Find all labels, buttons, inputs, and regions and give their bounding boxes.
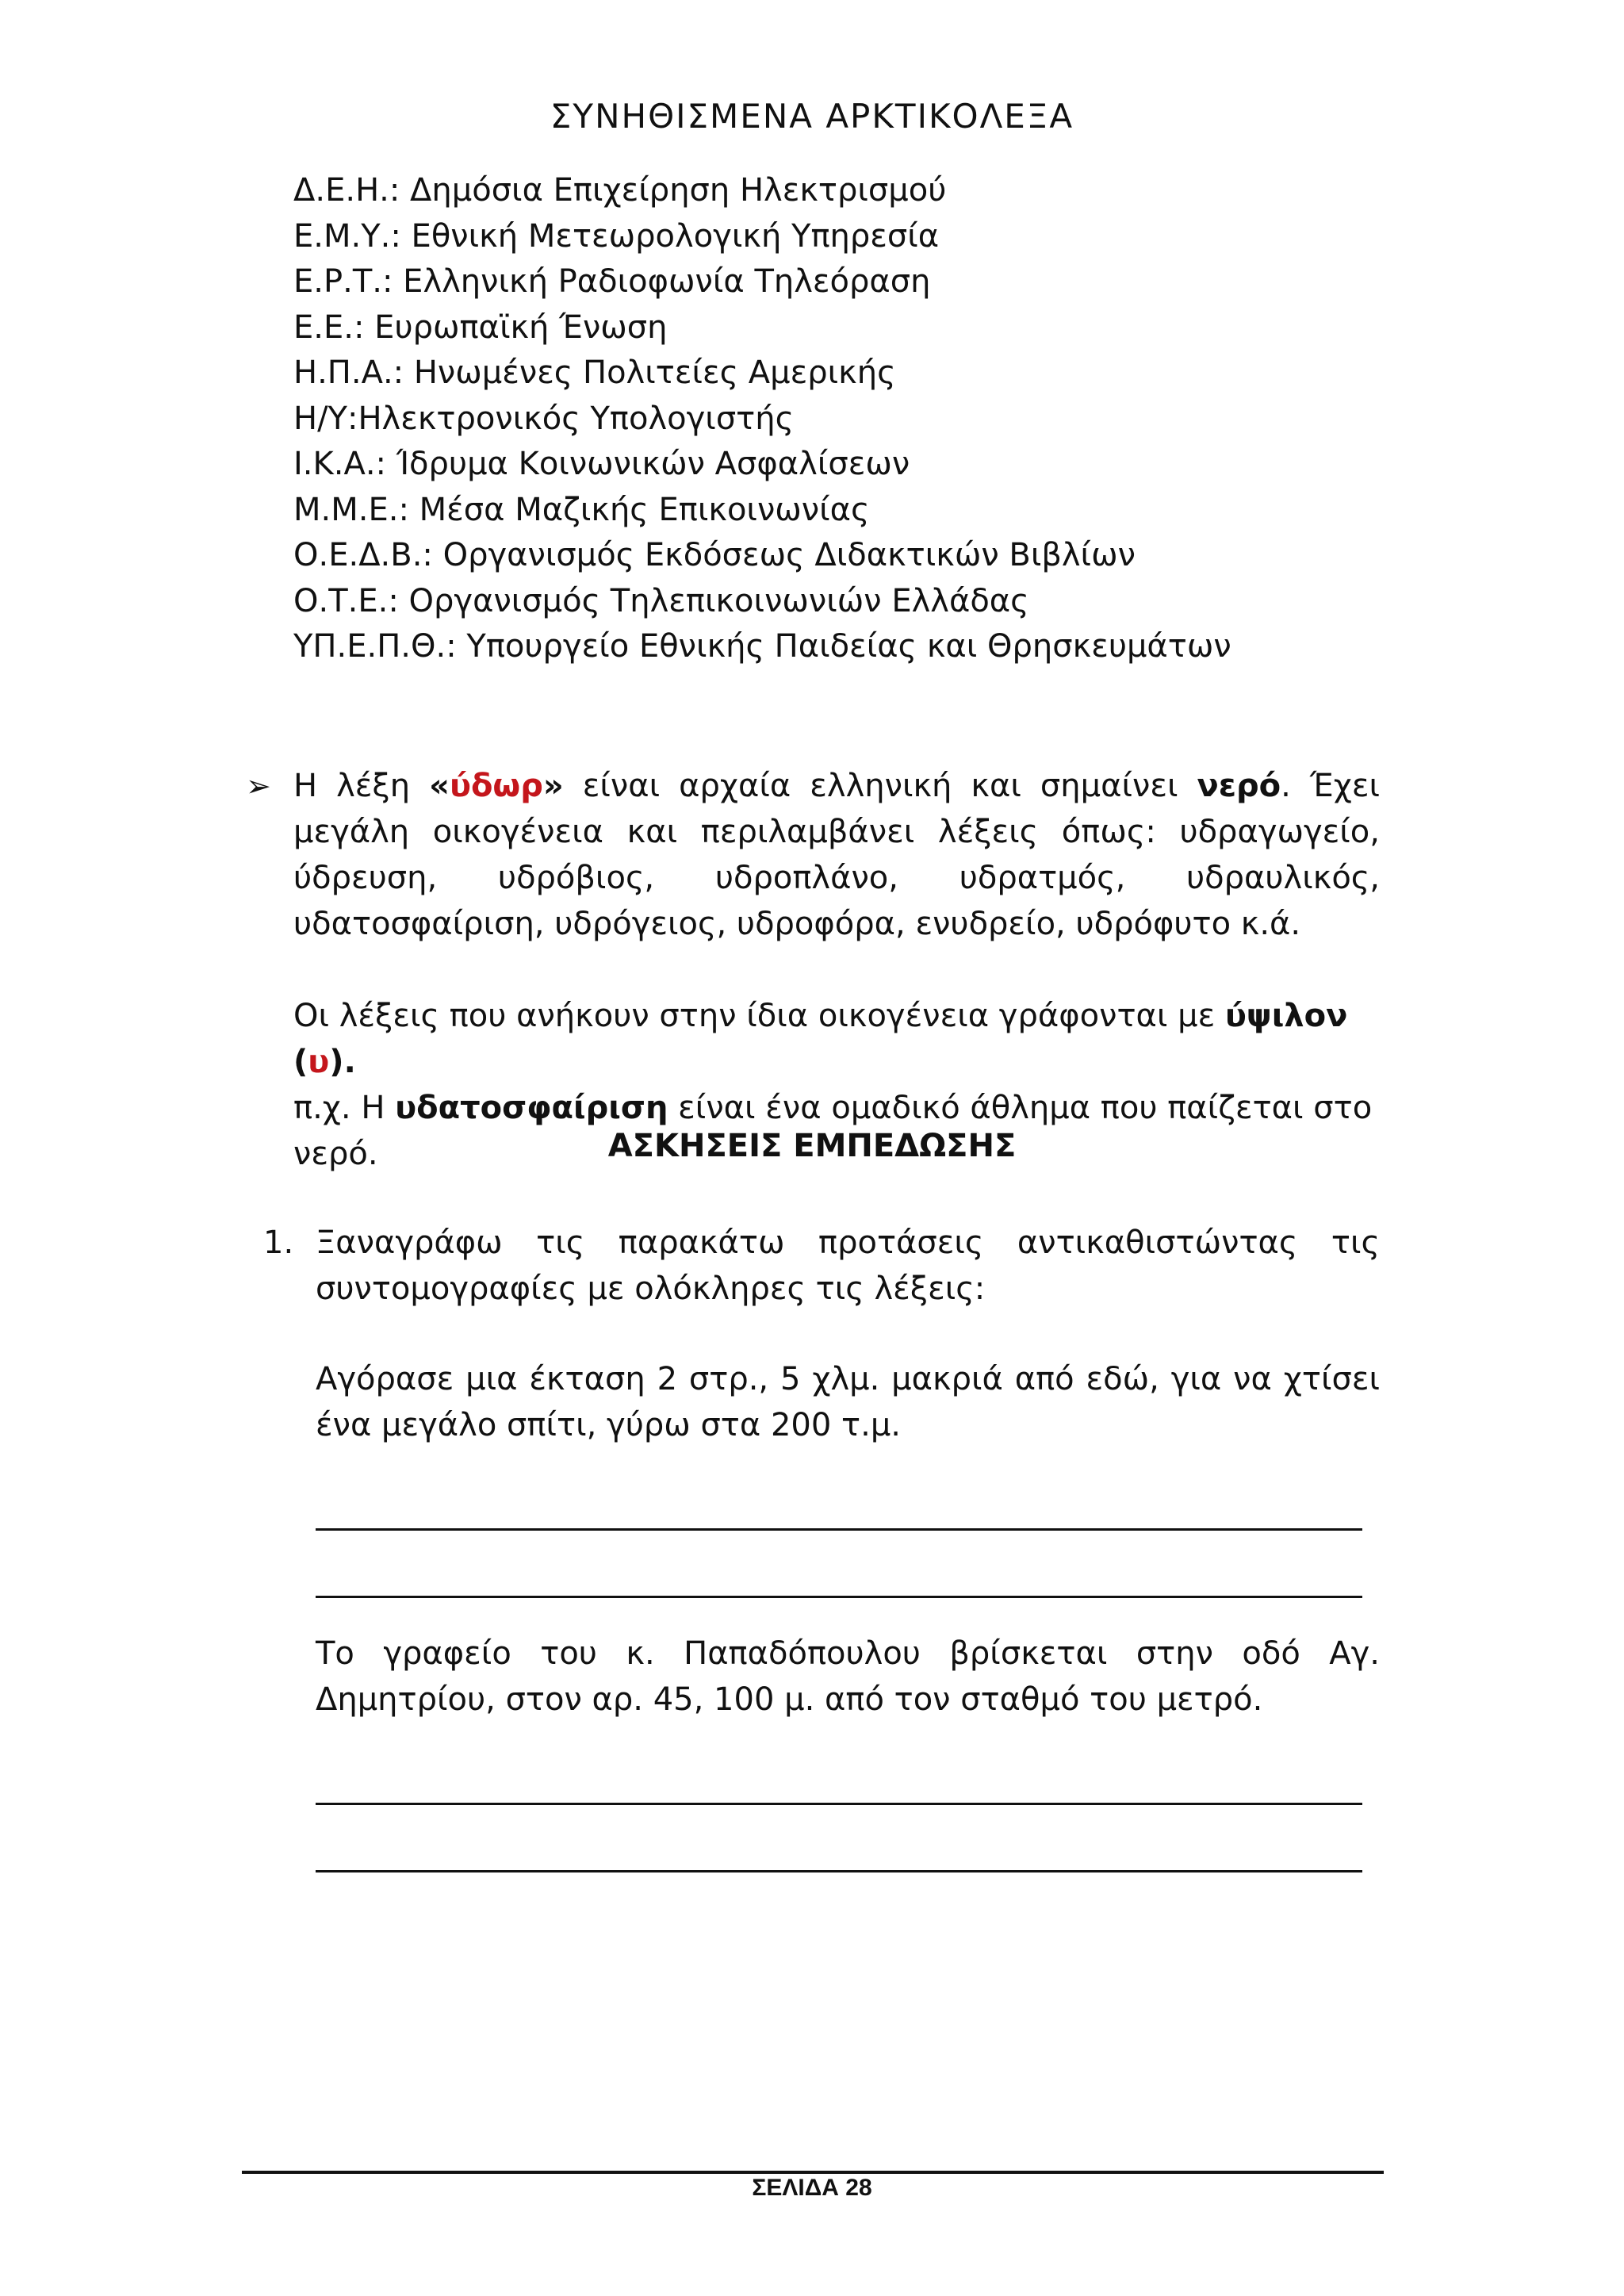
abbreviation-item: Ο.Ε.Δ.Β.: Οργανισμός Εκδόσεως Διδακτικών Βιβλίων: [293, 537, 1136, 573]
ypsilon-letter: υ: [308, 1044, 330, 1080]
mid-text: είναι αρχαία ελληνική και σημαίνει: [563, 768, 1197, 804]
instruction-word: αντικαθιστώντας: [1017, 1225, 1298, 1261]
instruction-word: τις: [536, 1225, 585, 1261]
exercise-instruction: [316, 1220, 1380, 1312]
rule-text: Οι λέξεις που ανήκουν στην ίδια οικογένεια γράφονται με: [293, 998, 1225, 1034]
instruction-line-2: συντομογραφίες με ολόκληρες τις λέξεις:: [316, 1271, 986, 1307]
abbreviation-item: Ε.Ε.: Ευρωπαϊκή Ένωση: [293, 309, 668, 346]
bullet-arrow-icon: ➢: [246, 769, 271, 803]
footer-divider: [242, 2171, 1384, 2174]
quote-open: «: [429, 768, 450, 804]
abbreviation-item: Ι.Κ.Α.: Ίδρυμα Κοινωνικών Ασφαλίσεων: [293, 446, 910, 482]
paren-close: ).: [329, 1044, 356, 1080]
paren-open: (: [293, 1044, 308, 1080]
instruction-word: προτάσεις: [818, 1225, 984, 1261]
abbreviation-item: Η/Υ:Ηλεκτρονικός Υπολογιστής: [293, 400, 795, 437]
page-number: ΣΕΛΙΔΑ 28: [752, 2175, 872, 2201]
abbreviation-item: Η.Π.Α.: Ηνωμένες Πολιτείες Αμερικής: [293, 355, 896, 391]
instruction-word: παρακάτω: [618, 1225, 785, 1261]
quote-close: »: [542, 768, 564, 804]
abbreviation-item: Δ.Ε.Η.: Δημόσια Επιχείρηση Ηλεκτρισμού: [293, 172, 947, 209]
page-title: ΣΥΝΗΘΙΣΜΕΝΑ ΑΡΚΤΙΚΟΛΕΞΑ: [550, 97, 1074, 136]
example-rest: είναι ένα ομαδικό άθλημα που παίζεται στο νερό.: [293, 1090, 1373, 1172]
abbreviation-list: [293, 168, 1231, 670]
abbreviation-item: Ο.Τ.Ε.: Οργανισμός Τηλεπικοινωνιών Ελλάδας: [293, 582, 1029, 619]
answer-line[interactable]: [316, 1870, 1362, 1872]
example-prefix: π.χ. Η: [293, 1090, 396, 1126]
answer-line[interactable]: [316, 1803, 1362, 1805]
abbreviation-item: ΥΠ.Ε.Π.Θ.: Υπουργείο Εθνικής Παιδείας και Θρησκευμάτων: [293, 628, 1231, 665]
rule-line: [293, 993, 1380, 1085]
answer-line[interactable]: [316, 1528, 1362, 1531]
instruction-word: τις: [1331, 1225, 1380, 1261]
abbreviation-item: Ε.Ρ.Τ.: Ελληνική Ραδιοφωνία Τηλεόραση: [293, 263, 931, 300]
exercise-sentence-1: Αγόρασε μια έκταση 2 στρ., 5 χλμ. μακριά από εδώ, για να χτίσει ένα μεγάλο σπίτι, γύρω στα 200 τ.μ.: [316, 1361, 1380, 1443]
exercise-sentence-2: Το γραφείο του κ. Παπαδόπουλου βρίσκεται στην οδό Αγ. Δημητρίου, στον αρ. 45, 100 μ. από τον σταθμό του μετρό.: [316, 1635, 1380, 1718]
abbreviation-item: Ε.Μ.Υ.: Εθνική Μετεωρολογική Υπηρεσία: [293, 217, 940, 255]
exercises-heading: ΑΣΚΗΣΕΙΣ ΕΜΠΕΔΩΣΗΣ: [607, 1128, 1017, 1164]
example-word: υδατοσφαίριση: [395, 1090, 668, 1126]
instruction-line-1: [316, 1220, 1380, 1266]
meaning-word: νερό: [1197, 768, 1281, 804]
intro-text: Η λέξη: [293, 768, 430, 804]
answer-line[interactable]: [316, 1596, 1362, 1598]
exercise-number: 1.: [263, 1225, 294, 1261]
word-family-paragraph: [293, 763, 1380, 947]
abbreviation-item: Μ.Μ.Ε.: Μέσα Μαζικής Επικοινωνίας: [293, 491, 870, 528]
ypsilon-word: ύψιλον: [1224, 998, 1348, 1034]
highlighted-word: ύδωρ: [449, 768, 543, 804]
instruction-word: Ξαναγράφω: [316, 1225, 503, 1261]
rest-text: . Έχει μεγάλη οικογένεια και περιλαμβάνει λέξεις όπως: υδραγωγείο, ύδρευση, υδρόβιος, υδροπλάνο, υδρατμός, υδραυλικός, υδατοσφαίριση, υδρόγειος, υδροφόρα, ενυδρείο, υδρόφυτο κ.ά.: [293, 768, 1380, 942]
